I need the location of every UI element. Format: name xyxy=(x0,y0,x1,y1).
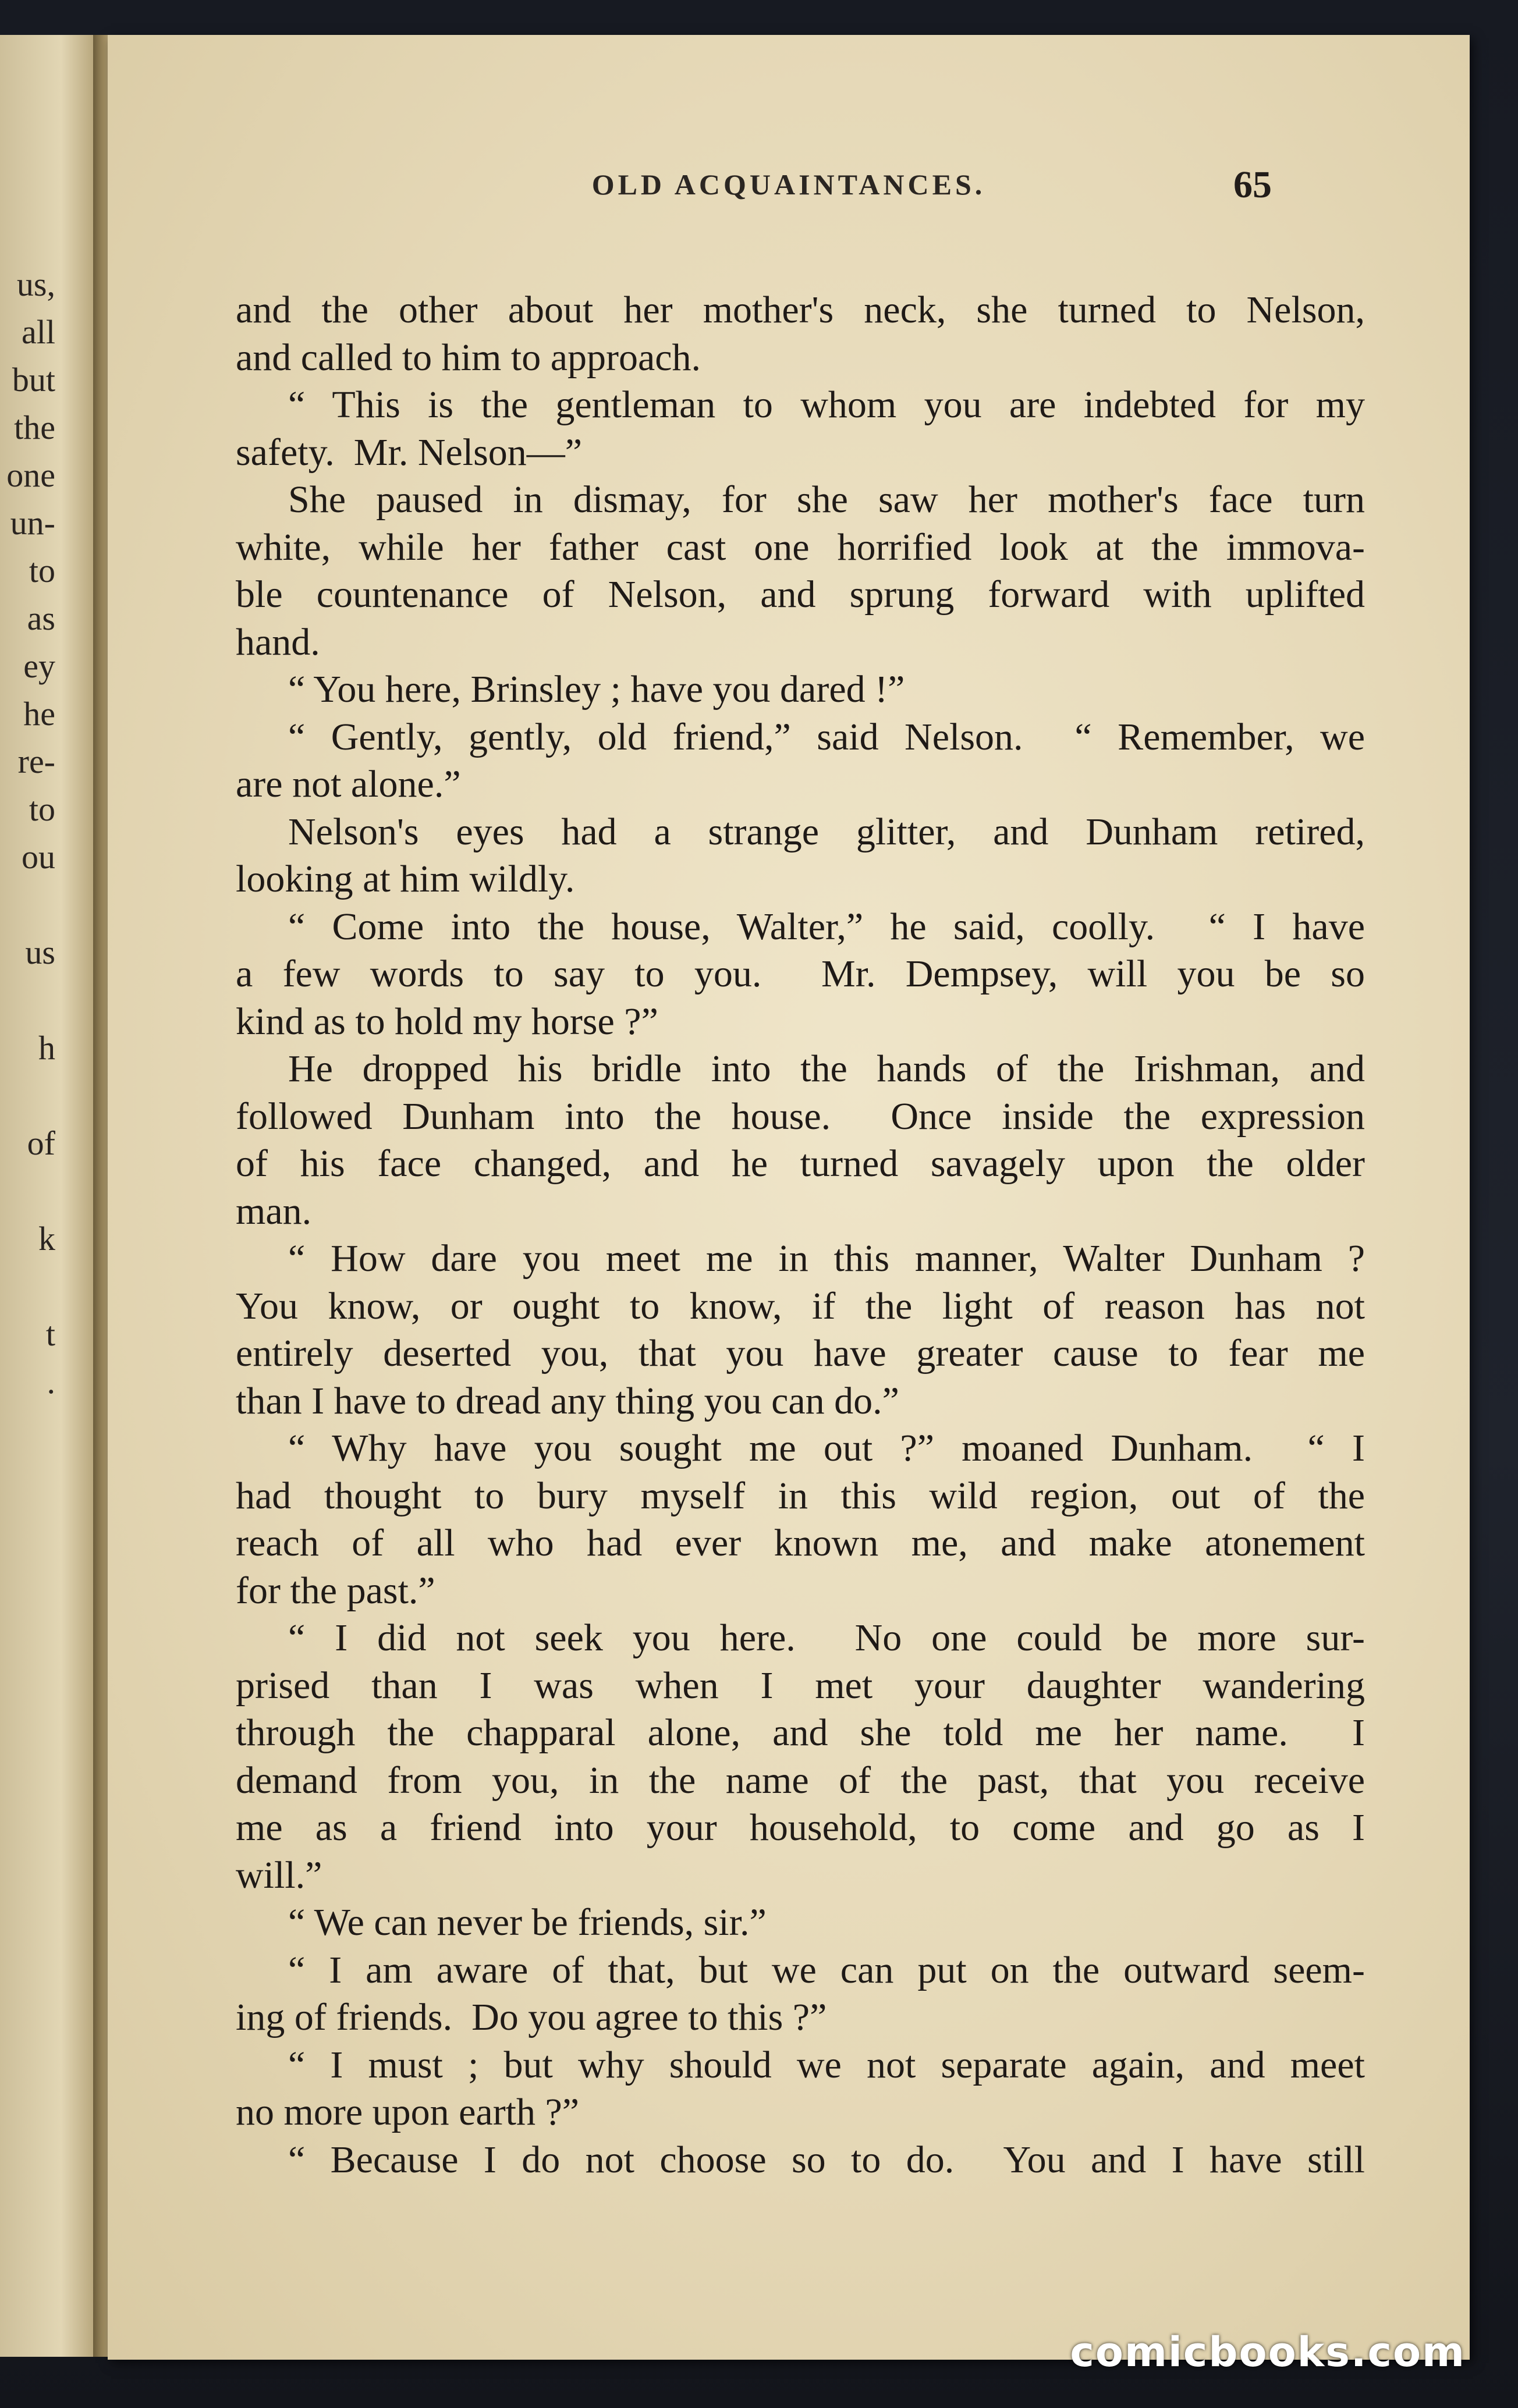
left-fragment: he xyxy=(23,695,55,733)
left-fragment: . xyxy=(47,1363,55,1401)
text-line: and called to him to approach. xyxy=(236,336,701,379)
text-line: through the chapparal alone, and she told me her name. I xyxy=(236,1711,1365,1754)
page-header xyxy=(108,164,1470,214)
text-line: “ Why have you sought me out ?” moaned Dunham. “ I xyxy=(288,1427,1365,1469)
left-fragment: all xyxy=(22,313,55,351)
text-line: and the other about her mother's neck, she turned to Nelson, xyxy=(236,289,1365,331)
left-fragment: but xyxy=(12,361,55,399)
text-line: “ You here, Brinsley ; have you dared !” xyxy=(288,668,905,711)
left-fragment: ou xyxy=(22,838,55,876)
left-fragment: of xyxy=(27,1124,55,1162)
text-line: “ I must ; but why should we not separate again, and meet xyxy=(288,2043,1365,2086)
text-line: of his face changed, and he turned savagely upon the older xyxy=(236,1142,1365,1185)
text-line: prised than I was when I met your daughter wandering xyxy=(236,1664,1365,1707)
text-line: no more upon earth ?” xyxy=(236,2091,580,2133)
text-line: man. xyxy=(236,1189,312,1233)
left-page-edge xyxy=(0,35,102,2357)
page-number: 65 xyxy=(1233,164,1272,206)
text-line: You know, or ought to know, if the light of reason has not xyxy=(236,1284,1365,1327)
left-fragment: un- xyxy=(10,504,55,542)
text-line: followed Dunham into the house. Once inside the expression xyxy=(236,1095,1365,1138)
text-line: reach of all who had ever known me, and make atonement xyxy=(236,1522,1365,1564)
text-line: kind as to hold my horse ?” xyxy=(236,1000,658,1043)
text-line: than I have to dread any thing you can do.” xyxy=(236,1379,899,1422)
text-line: “ We can never be friends, sir.” xyxy=(288,1901,767,1944)
text-line: demand from you, in the name of the past, that you receive xyxy=(236,1759,1365,1802)
text-line: white, while her father cast one horrified look at the immova- xyxy=(236,525,1365,569)
body-text xyxy=(236,286,1365,2183)
text-line: had thought to bury myself in this wild region, out of the xyxy=(236,1474,1365,1517)
text-line: safety. Mr. Nelson—” xyxy=(236,431,583,474)
left-fragment: h xyxy=(38,1029,55,1067)
text-line: ing of friends. Do you agree to this ?” xyxy=(236,1996,827,2038)
text-line: me as a friend into your household, to come and go as I xyxy=(236,1806,1365,1849)
text-line: “ Come into the house, Walter,” he said, coolly. “ I have xyxy=(288,905,1365,948)
text-line: a few words to say to you. Mr. Dempsey, will you be so xyxy=(236,953,1365,995)
left-fragment: to xyxy=(29,552,55,589)
text-line: are not alone.” xyxy=(236,763,461,805)
left-fragment: k xyxy=(38,1220,55,1258)
text-line: entirely deserted you, that you have greater cause to fear me xyxy=(236,1332,1365,1375)
left-fragment: re- xyxy=(17,743,55,780)
left-fragment: as xyxy=(27,599,55,637)
text-line: “ How dare you meet me in this manner, Walter Dunham ? xyxy=(288,1237,1365,1280)
text-line: Nelson's eyes had a strange glitter, and Dunham retired, xyxy=(288,810,1365,853)
text-line: will.” xyxy=(236,1853,322,1896)
text-line: hand. xyxy=(236,620,320,663)
text-line: He dropped his bridle into the hands of the Irishman, and xyxy=(288,1047,1365,1090)
watermark: comicbooks.com xyxy=(1070,2328,1466,2376)
text-line: for the past.” xyxy=(236,1569,435,1612)
running-title: OLD ACQUAINTANCES. xyxy=(591,168,986,201)
left-fragment: us, xyxy=(16,265,55,303)
text-line: “ I did not seek you here. No one could be more sur- xyxy=(288,1617,1365,1659)
text-line: “ Because I do not choose so to do. You and I have still xyxy=(288,2138,1365,2181)
left-fragment: ey xyxy=(23,647,55,685)
left-fragment: to xyxy=(29,790,55,828)
text-line: “ This is the gentleman to whom you are indebted for my xyxy=(288,383,1365,426)
left-fragment: t xyxy=(45,1315,55,1353)
text-line: “ Gently, gently, old friend,” said Nelson. “ Remember, we xyxy=(288,715,1365,758)
left-fragment: us xyxy=(25,933,55,971)
text-line: ble countenance of Nelson, and sprung forward with uplifted xyxy=(236,573,1365,616)
left-fragment: the xyxy=(14,409,55,446)
left-fragment: one xyxy=(6,456,55,494)
book-page xyxy=(108,35,1470,2360)
text-line: She paused in dismay, for she saw her mother's face turn xyxy=(288,478,1365,521)
text-line: looking at him wildly. xyxy=(236,858,575,900)
text-line: “ I am aware of that, but we can put on the outward seem- xyxy=(288,1948,1365,1991)
